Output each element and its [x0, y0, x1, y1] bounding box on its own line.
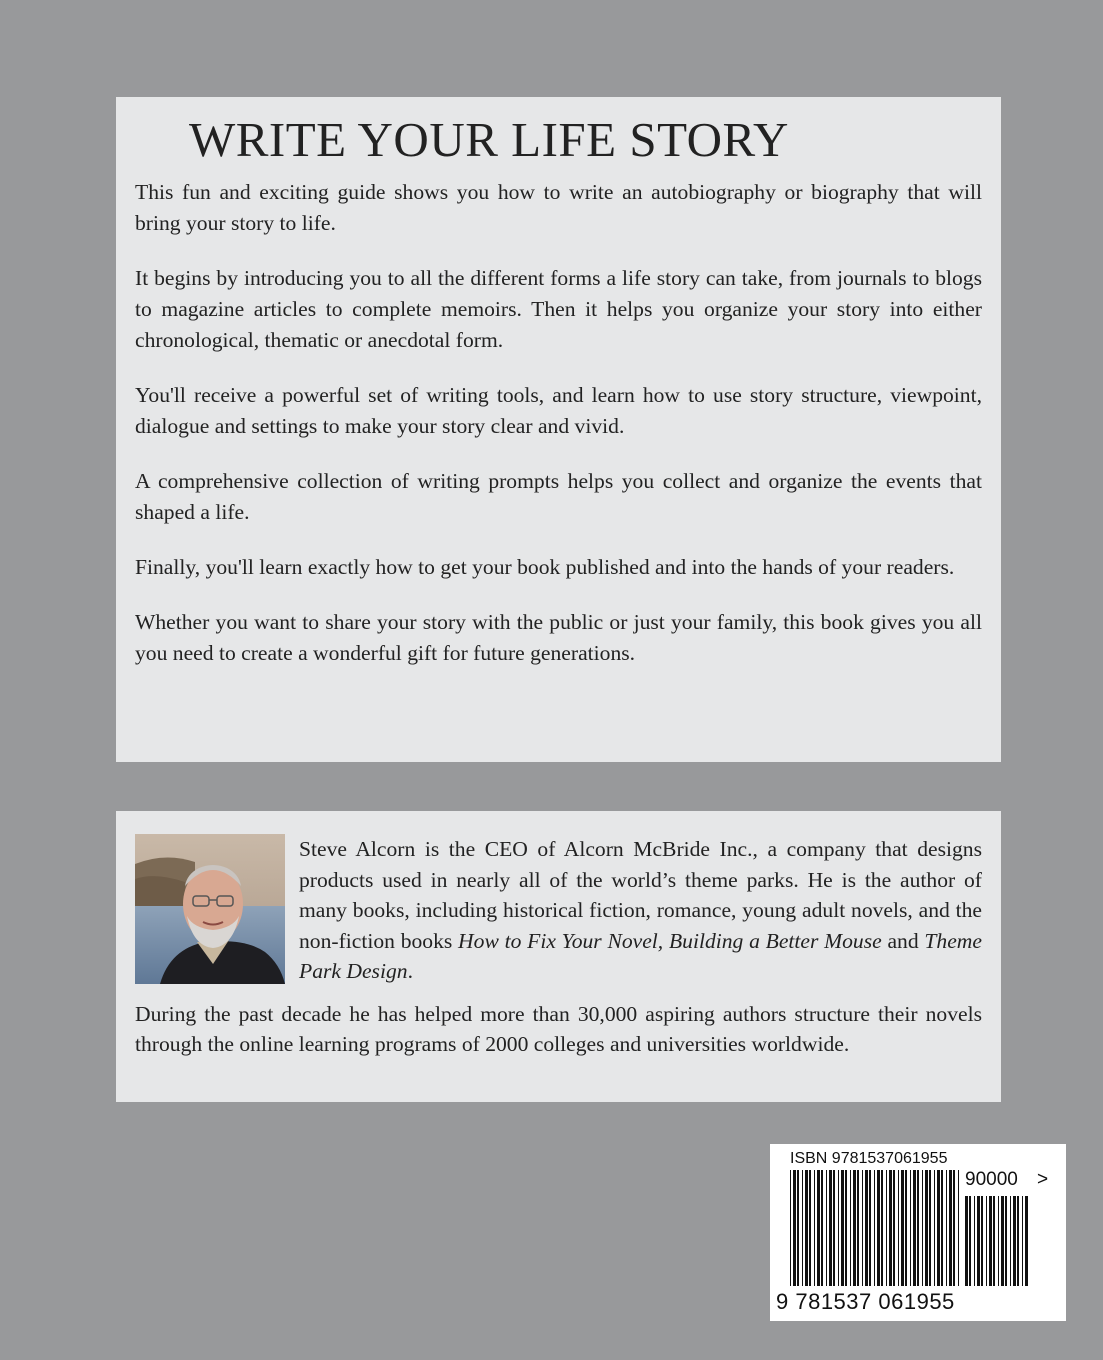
book-title-2: Theme Park Design [299, 928, 982, 983]
and-text: and [881, 928, 925, 953]
author-bio-text: Steve Alcorn is the CEO of Alcorn McBride Inc., a company that designs products used in nearly all of the world’s theme parks. He is the author of many books, including historical fiction, romance, young adult novels, and the non-fiction books [299, 837, 982, 953]
blurb-paragraph-4: A comprehensive collection of writing prompts helps you collect and organize the events that shaped a life. [135, 469, 982, 524]
price-arrow: > [1037, 1169, 1049, 1190]
book-titles-1: How to Fix Your Novel, Building a Better Mouse [458, 928, 882, 953]
author-photo [135, 834, 285, 984]
blurb-paragraph-1: This fun and exciting guide shows you how to write an autobiography or biography that will bring your story to life. [135, 180, 982, 235]
bio-period: . [407, 959, 413, 983]
price-code: 90000 [965, 1169, 1018, 1190]
author-bio-2: During the past decade he has helped more than 30,000 aspiring authors structure their novels through the online learning programs of 2000 colleges and universities worldwide. [135, 1001, 982, 1056]
blurb-paragraph-2: It begins by introducing you to all the different forms a life story can take, from journals to blogs to magazine articles to complete memoirs. Then it helps you organize your story into either chronological, thematic or anecdotal form. [135, 266, 982, 352]
blurb-paragraph-6: Whether you want to share your story with the public or just your family, this book gives you all you need to create a wonderful gift for future generations. [135, 610, 982, 665]
blurb-paragraph-5: Finally, you'll learn exactly how to get your book published and into the hands of your readers. [135, 555, 955, 579]
blurb-panel [116, 97, 1001, 762]
isbn-digits: 9 781537 061955 [776, 1289, 955, 1314]
isbn-label: ISBN 9781537061955 [790, 1150, 948, 1167]
book-title: WRITE YOUR LIFE STORY [189, 112, 789, 167]
blurb-paragraph-3: You'll receive a powerful set of writing tools, and learn how to use story structure, viewpoint, dialogue and settings to make your story clear and vivid. [135, 383, 982, 438]
author-panel [116, 811, 1001, 1102]
barcode-box [770, 1144, 1066, 1321]
